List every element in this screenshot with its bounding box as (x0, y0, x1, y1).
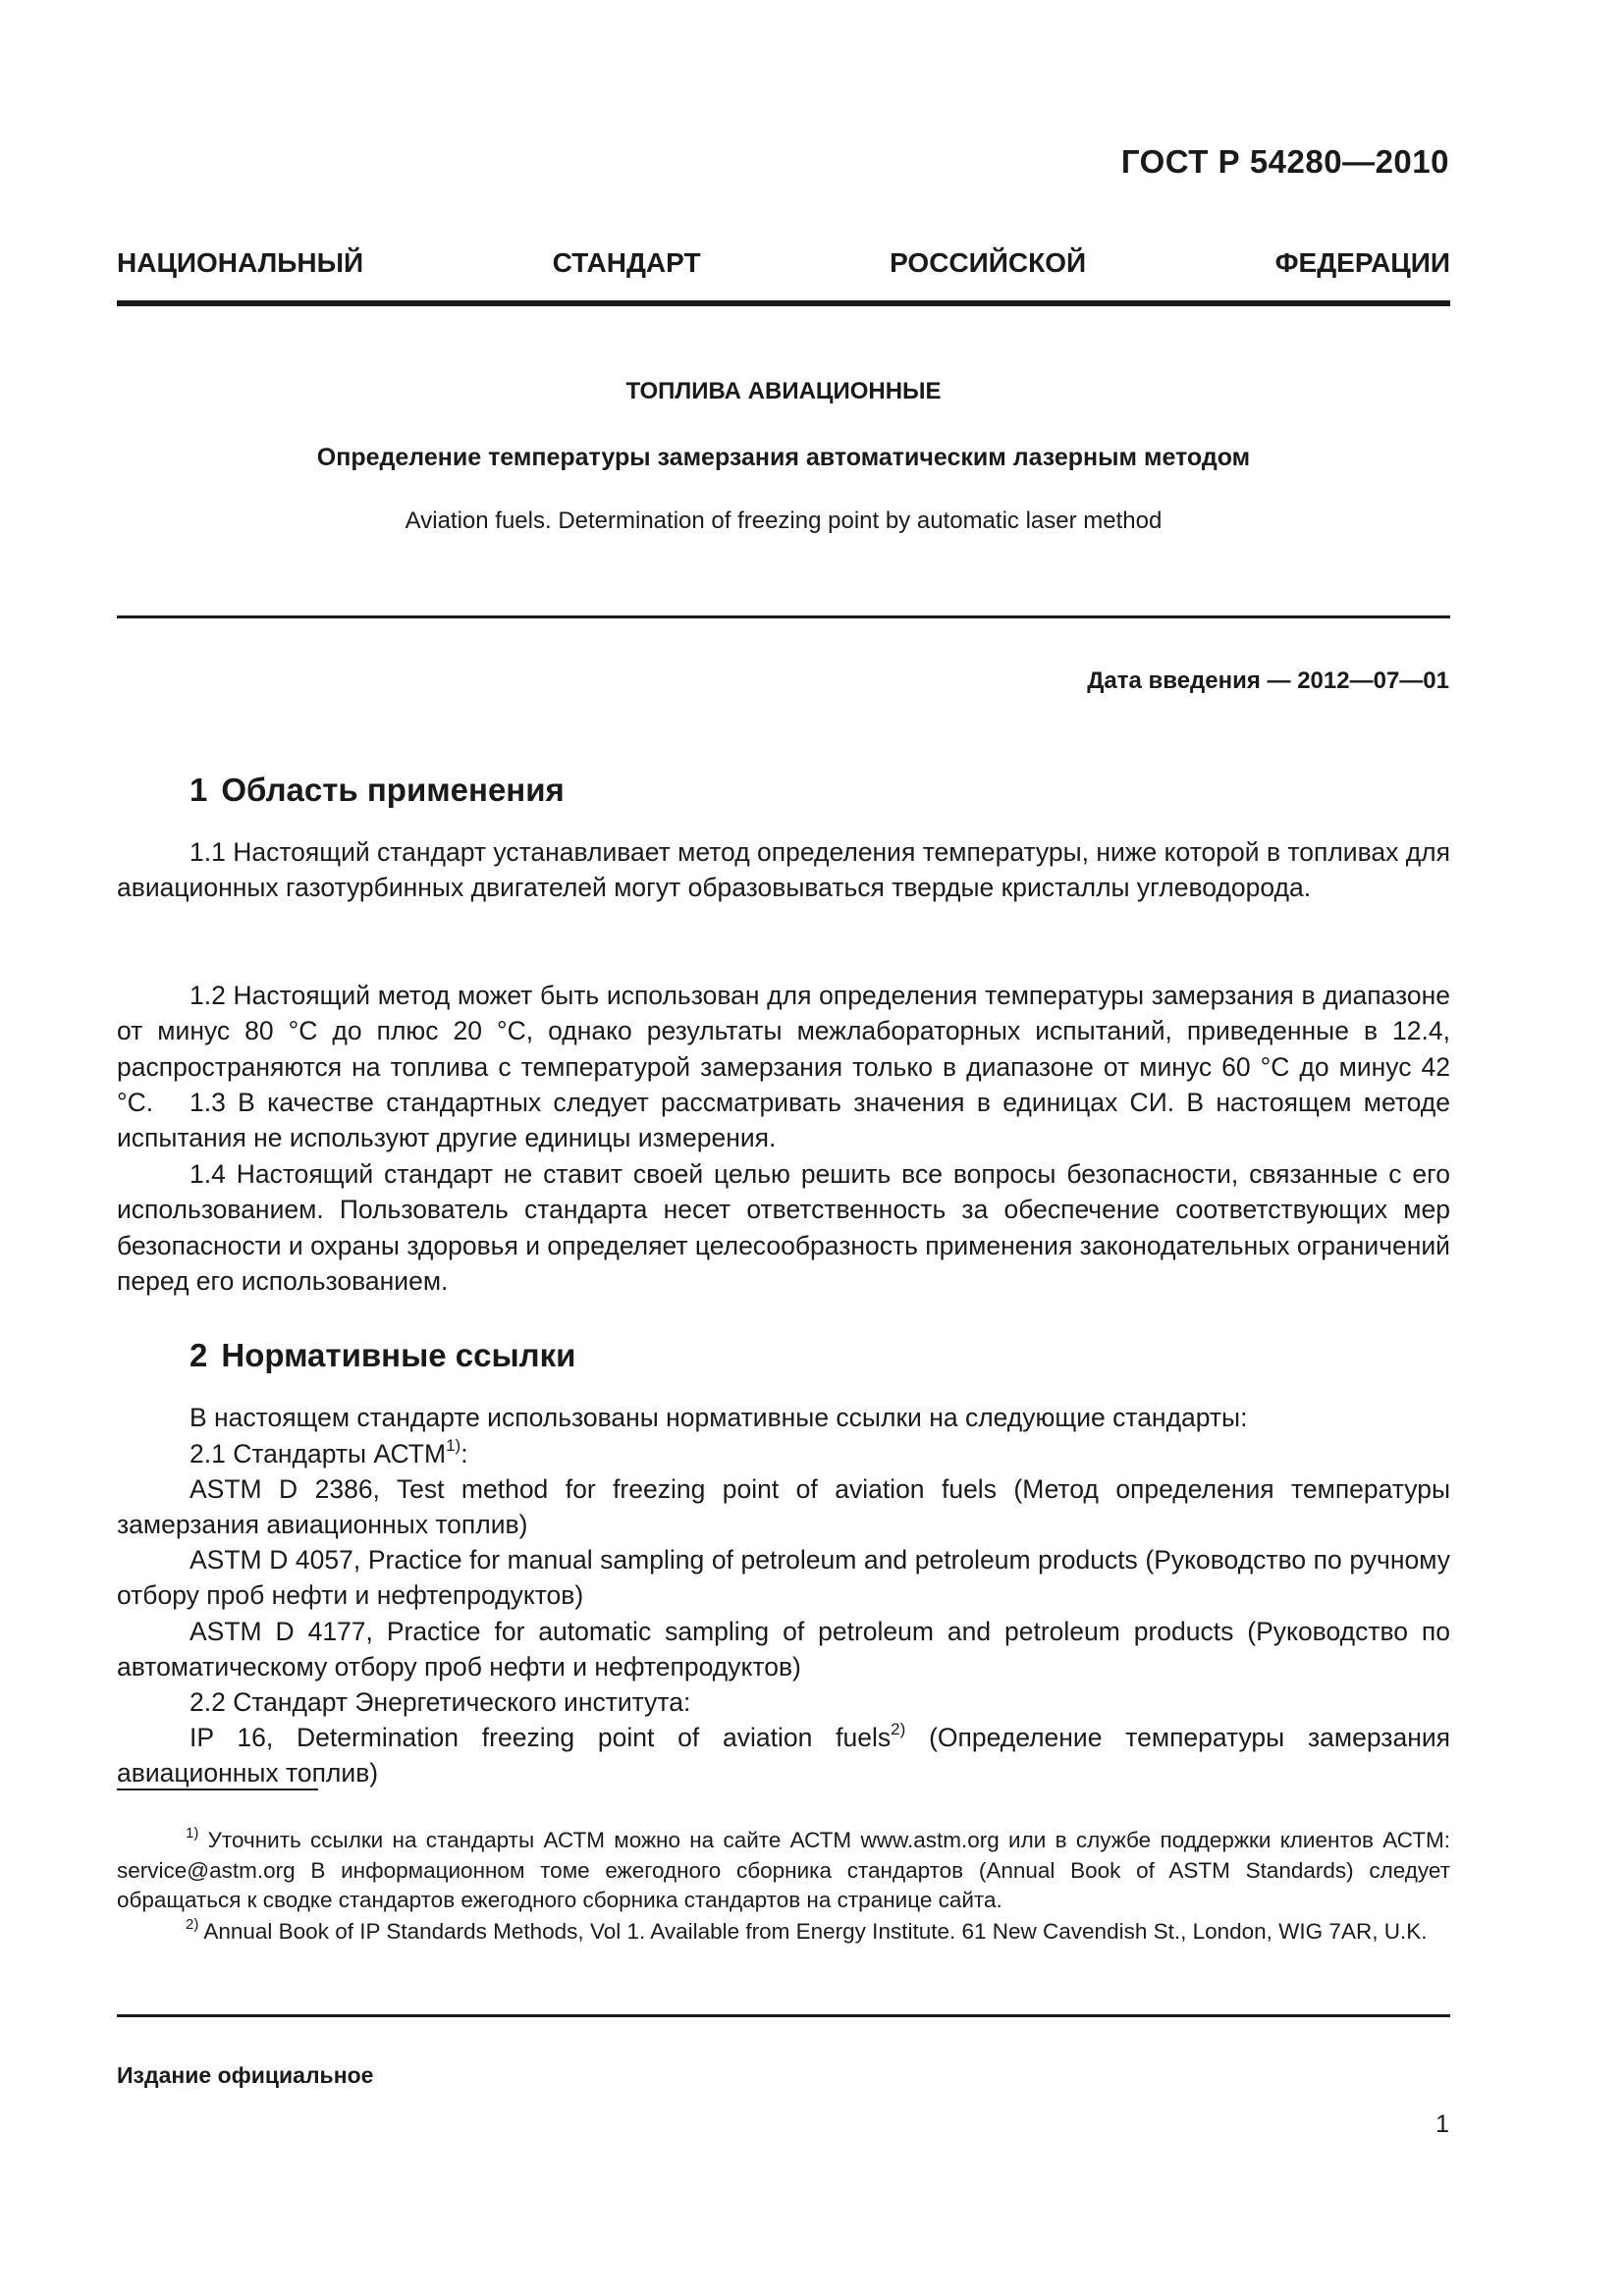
section-number: 2 (189, 1337, 208, 1373)
national-standard-banner: НАЦИОНАЛЬНЫЙ СТАНДАРТ РОССИЙСКОЙ ФЕДЕРАЦИИ (117, 247, 1450, 278)
paragraph-2-intro: В настоящем стандарте использованы нормативные ссылки на следующие стандарты: (189, 1403, 1248, 1432)
section-number: 1 (189, 772, 208, 808)
document-number: ГОСТ Р 54280—2010 (1120, 143, 1449, 180)
section-1-heading (189, 772, 565, 809)
reference-astm-d2386: ASTM D 2386, Test method for freezing point of aviation fuels (Метод определения температуры замерзания авиационных топлив) (117, 1474, 1450, 1540)
section-2-heading (189, 1337, 575, 1374)
header-divider (117, 300, 1450, 306)
footer-divider (117, 2014, 1450, 2017)
section-title: Область применения (221, 772, 565, 808)
paragraph-1-1: 1.1 Настоящий стандарт устанавливает метод определения температуры, ниже которой в топливах для авиационных газотурбинных двигателей могут образовываться твердые кристаллы углеводорода. (117, 837, 1450, 903)
paragraph-1-3: 1.3 В качестве стандартных следует рассматривать значения в единицах СИ. В настоящем методе испытания не используют другие единицы измерения. (117, 1088, 1450, 1153)
english-title: Aviation fuels. Determination of freezing point by automatic laser method (405, 507, 1163, 534)
reference-ip16: IP 16, Determination freezing point of aviation fuels$^{2)}$ (Определение температуры замерзания авиационных топлив) (117, 1720, 1450, 1789)
section-title: Нормативные ссылки (221, 1337, 576, 1373)
document-title: ТОПЛИВА АВИАЦИОННЫЕ (625, 378, 942, 404)
official-edition-label: Издание официальное (117, 2062, 374, 2088)
footnote-ref-2: 2) (891, 1720, 906, 1739)
introduction-date: Дата введения — 2012—07—01 (1087, 667, 1449, 694)
paragraph-1-2: 1.2 Настоящий метод может быть использован для определения температуры замерзания в диапазоне от минус 80 °С до плюс 20 °С, однако результаты межлабораторных испытаний, приведенные в 12.4, распространяются на топлива с температурой замерзания только в диапазоне от минус 60 °С до минус 42 °С. (117, 981, 1450, 1118)
footnote-2: $^{2)}$ Annual Book of IP Standards Methods, Vol 1. Available from Energy Institute. 61 New Cavendish St., London, WIG 7AR, U.K. (186, 1915, 1428, 1944)
footnote-1: $^{1)}$ Уточнить ссылки на стандарты АСТМ можно на сайте АСТМ www.astm.org или в службе поддержки клиентов АСТМ: service@astm.org В информационном томе ежегодного сборника стандартов (Annual Book of ASTM Standards) следует обращаться к сводке стандартов ежегодного сборника стандартов на странице сайта. (117, 1824, 1450, 1912)
paragraph-2-2: 2.2 Стандарт Энергетического института: (189, 1687, 691, 1717)
paragraph-2-1: 2.1 Стандарты АСТМ$^{1)}$: (189, 1436, 468, 1468)
paragraph-1-4: 1.4 Настоящий стандарт не ставит своей целью решить все вопросы безопасности, связанные с его использованием. Пользователь стандарта несет ответственность за обеспечение соответствующих мер безопасности и охраны здоровья и определяет целесообразность применения законодательных ограничений перед его использованием. (117, 1159, 1450, 1297)
reference-astm-d4177: ASTM D 4177, Practice for automatic sampling of petroleum and petroleum products (Руководство по автоматическому отбору проб нефти и нефтепродуктов) (117, 1617, 1450, 1682)
page-number: 1 (1435, 2110, 1449, 2138)
title-divider (117, 615, 1450, 618)
document-subtitle: Определение температуры замерзания автоматическим лазерным методом (316, 444, 1251, 471)
reference-astm-d4057: ASTM D 4057, Practice for manual sampling of petroleum and petroleum products (Руководство по ручному отбору проб нефти и нефтепродуктов) (117, 1545, 1450, 1611)
footnote-separator (117, 1789, 318, 1790)
footnote-ref-1: 1) (446, 1436, 461, 1456)
